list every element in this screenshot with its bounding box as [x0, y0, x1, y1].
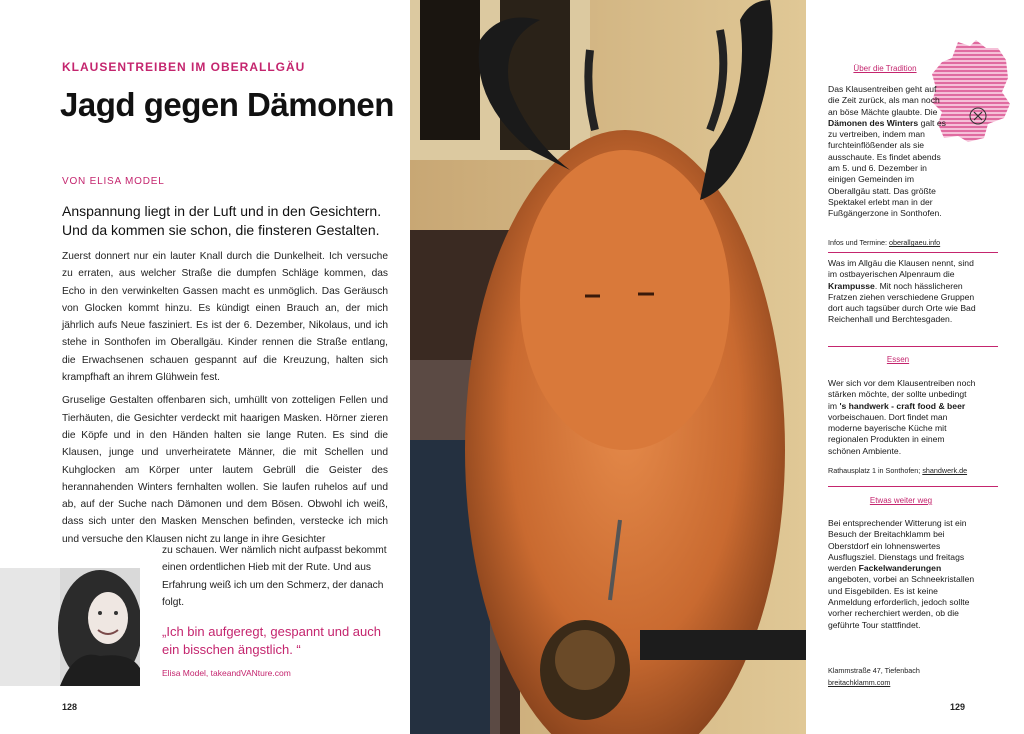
info-link[interactable]: oberallgaeu.info [889, 238, 941, 247]
address-line: Klammstraße 47, Tiefenbach [828, 666, 920, 675]
klausen-photo [410, 0, 806, 734]
info-line: Infos und Termine: oberallgaeu.info [828, 238, 941, 247]
article-kicker: KLAUSENTREIBEN IM OBERALLGÄU [62, 60, 306, 74]
page-number-left: 128 [62, 702, 78, 712]
body-paragraph: Zuerst donnert nur ein lauter Knall durch die Dunkelheit. Ich versuche zu erraten, aus welcher Straße die dumpfen Schläge kommen, das Echo in den verwinkelten Gassen macht es unmöglich. Das Geräusch von Glocken kommt hinzu. Es kündigt einen Brauch an, der mich jährlich aufs Neue fasziniert. Es ist der 6. Dezember, Nikolaus, und ich stehe in Sonthofen im Oberallgäu. Kinder rennen die Straße entlang, die Erwachsenen schauen gespannt auf die Kreuzung, halten sich krampfhaft an ihrem Glühwein fest. [62, 251, 388, 384]
section-title-essen: Essen [886, 355, 910, 364]
quote-credit: Elisa Model, takeandVANture.com [162, 668, 291, 678]
section-text-krampus: Was im Allgäu die Klausen nennt, sind im ostbayerischen Alpenraum die Krampusse. Mit noch hässlicheren Fratzen ziehen verschiedene Gruppen dort auch tagsüber durch Orte wie Bad Reichenhall und Berchtesgaden. [828, 258, 976, 325]
section-text-weiter: Bei entsprechender Witterung ist ein Besuch der Breitachklamm bei Oberstdorf ein lohnenswertes Ausflugsziel. Dienstags und freitags werden Fackelwanderungen angeboten, vorbei an Schneekristallen und Eisgebilden. Es ist keine Anmeldung erforderlich, jedoch sollte vorher recherchiert werden, ob die geführte Tour stattfindet. [828, 518, 975, 630]
body-paragraph: Gruselige Gestalten offenbaren sich, umhüllt von zotteligen Fellen und Tierhäuten, die Gesichter verdeckt mit haarigen Masken. Hörner zieren die Köpfe und in den Händen halten sie lange Ruten. Es sind die Klausen, junge und unverheiratete Männer, die mit Schellen und Kuhglocken am Körper unter lautem Gebrüll die Geister des herannahenden Winters fernhalten wollen. Sie laufen ruhelos auf und ab, auf der Suche nach Dämonen und dem Bösen. Obwohl ich weiß, dass sich unter den Masken Menschen befinden, verstecke ich mich und versuche den Klausen nicht zu lange in ihre Gesichter [62, 395, 388, 545]
article-body [62, 248, 388, 554]
page-number-right: 129 [950, 702, 966, 712]
breitachklamm-link[interactable]: breitachklamm.com [828, 678, 891, 687]
divider [828, 486, 998, 487]
address-line [828, 678, 988, 687]
section-title-weiter: Etwas weiter weg [869, 496, 933, 505]
right-page [806, 0, 1024, 734]
address-line: Rathausplatz 1 in Sonthofen; shandwerk.de [828, 466, 968, 475]
body-paragraph-continued: zu schauen. Wer nämlich nicht aufpasst bekommt einen ordentlichen Hieb mit der Rute. Und aus Erfahrung weiß ich um den Schmerz, der danach folgt. [162, 545, 387, 608]
article-title: Jagd gegen Dämonen [60, 86, 394, 123]
byline: VON ELISA MODEL [62, 176, 165, 187]
lead-paragraph: Anspannung liegt in der Luft und in den Gesichtern. Und da kommen sie schon, die finsteren Gestalten. [62, 203, 382, 238]
section-text-essen: Wer sich vor dem Klausentreiben noch stärken möchte, der sollte unbedingt im 's handwerk - craft food & beer vorbeischauen. Dort findet man moderne bayerische Küche mit regionalen Produkten in einem schönen Ambiente. [828, 378, 976, 456]
section-title-tradition: Über die Tradition [853, 64, 917, 73]
pull-quote: „Ich bin aufgeregt, gespannt und auch ein bisschen ängstlich. “ [162, 624, 381, 657]
divider [828, 346, 998, 347]
left-page [0, 0, 410, 734]
author-portrait [0, 568, 140, 686]
section-text-tradition: Das Klausentreiben geht auf die Zeit zurück, als man noch an böse Mächte glaubte. Die Dämonen des Winters galt es zu vertreiben, indem man furchteinflößender als sie ausschaute. Es findet abends am 5. und 6. Dezember in einigen Gemeinden im Oberallgäu statt. Das größte Spektakel erlebt man in der Fußgängerzone in Sonthofen. [828, 84, 946, 219]
divider [828, 252, 998, 253]
shandwerk-link[interactable]: shandwerk.de [922, 466, 968, 475]
